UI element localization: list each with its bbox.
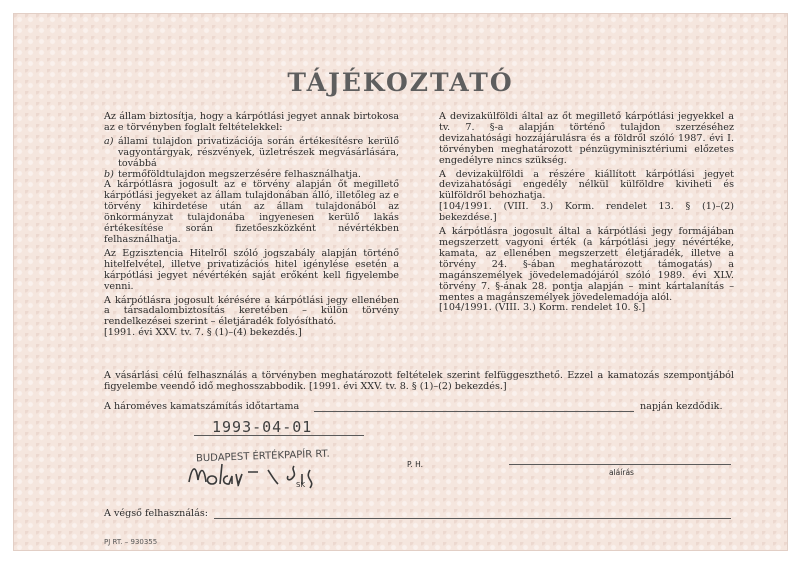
handwritten-signature — [184, 456, 374, 496]
left-intro: Az állam biztosítja, hogy a kárpótlási jegyet annak birtokosa az e törvényben foglalt feltételekkel: — [104, 111, 399, 133]
right-paragraph-2: A devizakülföldi a részére kiállított kárpótlási jegyet devizahatósági engedély nélkül külföldre kiviheti és külföldről behozhatja. — [439, 168, 734, 202]
final-use-label: A végső felhasználás: — [104, 508, 208, 519]
document-title: TÁJÉKOZTATÓ — [287, 68, 514, 97]
item-b-text: termőföldtulajdon megszerzésére felhasználhatja. — [118, 168, 361, 180]
item-b-mark: b) — [104, 168, 114, 180]
left-reference: [1991. évi XXV. tv. 7. § (1)–(4) bekezdés.] — [104, 327, 302, 339]
interest-date-field[interactable] — [314, 411, 634, 412]
right-paragraph-3: A kárpótlásra jogosult által a kárpótlási jegy formájában megszerzett vagyoni érték (a kárpótlási jegy névértéke, kamata, az ellenében megszerzett életjáradék, illetve a törvény 24. §-ában meghatározott támogatás) a magánszemélyek jövedelemadójáról szóló 1989. évi XLV. törvény 7. §-ának 28. pontja alapján – mint kártalanítás – mentes a magánszemélyek jövedelemadója alól. — [439, 226, 734, 303]
right-column — [439, 112, 734, 317]
right-reference-2: [104/1991. (VIII. 3.) Korm. rendelet 10. §.] — [439, 302, 646, 314]
document-sheet — [13, 13, 788, 551]
serial-number: PJ RT. – 930355 — [104, 538, 158, 546]
company-stamp: BUDAPEST ÉRTÉKPAPÍR RT. — [195, 448, 330, 465]
interest-period-label: A hároméves kamatszámítás időtartama — [104, 401, 300, 412]
left-paragraph-3: Az Egzisztencia Hitelről szóló jogszabály alapján történő hitelfelvétel, illetve privatizációs hitel igénylése esetén a kárpótlási jegyet névértékén saját erőként kell figyelembe venni. — [104, 247, 399, 292]
sk-mark: SK — [296, 481, 306, 489]
date-stamp: 1993-04-01 — [212, 418, 313, 436]
interest-period-suffix: napján kezdődik. — [640, 401, 723, 412]
signature-line[interactable] — [509, 464, 731, 465]
item-a-mark: a) — [104, 135, 114, 147]
left-column — [104, 112, 399, 342]
left-paragraph-2: A kárpótlásra jogosult az e törvény alapján őt megillető kárpótlási jegyeket az állam tulajdonában álló, illetőleg az e törvény kihirdetése után az állam tulajdonából az önkormányzat tulajdonába ingyenesen kerülő lakás értékesítése során fizetőeszközként névértékben felhasználhatja. — [104, 179, 399, 245]
right-paragraph-1: A devizakülföldi által az őt megillető kárpótlási jegyekkel a tv. 7. §-a alapján történő tulajdon szerzéséhez devizahatósági hozzájárulásra és a földről szóló 1987. évi I. törvényben meghatározott pénzügyminisztériumi előzetes engedélyre nincs szükség. — [439, 111, 734, 166]
suspension-paragraph: A vásárlási célú felhasználás a törvényben meghatározott feltételek szerint felfüggeszthető. Ezzel a kamatozás szempontjából figyelembe veendő idő meghosszabbodik. [1991. évi XXV. tv. 8. § (1)–(2) bekezdés.] — [104, 370, 734, 392]
right-reference-1: [104/1991. (VIII. 3.) Korm. rendelet 13. § (1)–(2) bekezdése.] — [439, 201, 734, 224]
left-item-a — [104, 137, 399, 170]
item-a-text: állami tulajdon privatizációja során értékesítésre kerülő vagyontárgyak, részvények, üzletrészek megvásárlására, továbbá — [118, 135, 399, 169]
final-use-field[interactable] — [214, 518, 731, 519]
ph-label: P. H. — [407, 460, 424, 469]
signature-label: aláírás — [609, 468, 634, 477]
left-paragraph-4: A kárpótlásra jogosult kérésére a kárpótlási jegy ellenében a társadalombiztosítás keretében – külön törvény rendelkezései szerint – életjáradék folyósítható. — [104, 294, 399, 328]
